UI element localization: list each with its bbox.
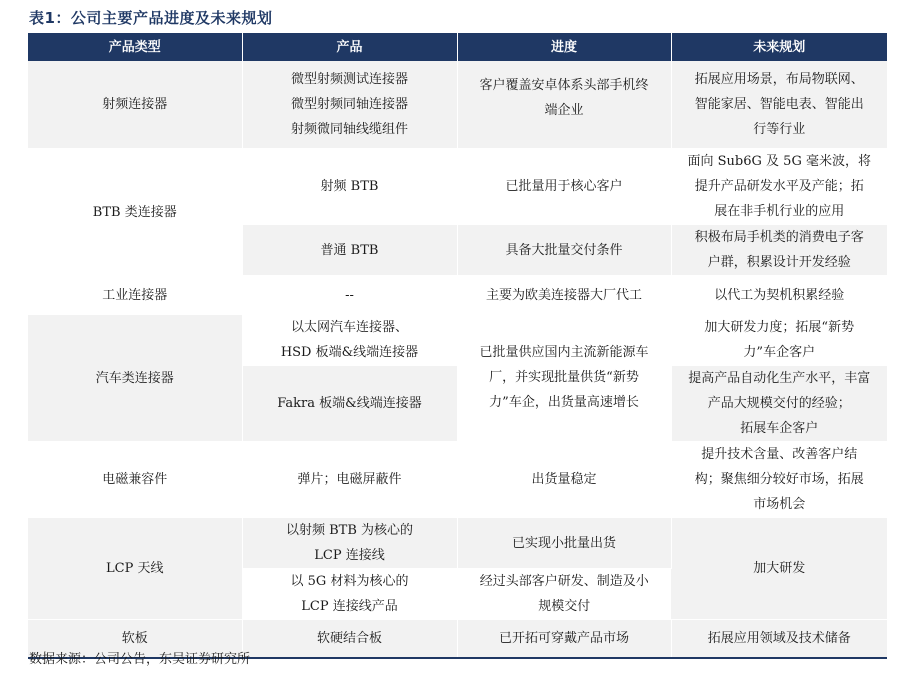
product-progress-table <box>28 33 887 659</box>
plan-line: 加大研发力度；拓展“新势 <box>704 320 855 335</box>
table-row <box>28 149 887 225</box>
plan-line: 力”车企客户 <box>743 345 816 360</box>
cell-progress: 主要为欧美连接器大厂代工 <box>457 276 671 315</box>
header-product: 产品 <box>242 33 457 61</box>
table-row <box>28 442 887 518</box>
product-line: 以射频 BTB 为核心的 <box>285 523 414 538</box>
cell-product: 普通 BTB <box>242 225 457 276</box>
cell-product-type: 汽车类连接器 <box>28 315 242 442</box>
plan-line: 产品大规模交付的经验； <box>707 396 851 411</box>
progress-line: 力”车企，出货量高速增长 <box>489 395 639 410</box>
cell-product-type: LCP 天线 <box>28 518 242 620</box>
cell-plan <box>671 366 887 442</box>
cell-progress <box>457 61 671 149</box>
plan-line: 行等行业 <box>753 122 806 137</box>
plan-line: 提高产品自动化生产水平，丰富 <box>688 371 871 386</box>
plan-line: 提升技术含量、改善客户结 <box>701 447 858 462</box>
cell-product <box>242 61 457 149</box>
cell-progress: 已实现小批量出货 <box>457 518 671 569</box>
cell-product: Fakra 板端&线端连接器 <box>242 366 457 442</box>
cell-progress: 已批量用于核心客户 <box>457 149 671 225</box>
product-line: 射频微同轴线缆组件 <box>290 122 408 137</box>
plan-line: 户群，积累设计开发经验 <box>707 255 851 270</box>
table-title: 表1：公司主要产品进度及未来规划 <box>29 9 273 27</box>
cell-product <box>242 569 457 620</box>
cell-plan <box>671 61 887 149</box>
cell-product-type: BTB 类连接器 <box>28 149 242 276</box>
cell-plan <box>671 149 887 225</box>
cell-progress <box>457 315 671 442</box>
cell-plan: 拓展应用领域及技术储备 <box>671 620 887 659</box>
product-line: 以太网汽车连接器、 <box>290 320 408 335</box>
progress-line: 经过头部客户研发、制造及小 <box>479 574 649 589</box>
plan-line: 拓展应用场景，布局物联网、 <box>694 72 864 87</box>
progress-line: 端企业 <box>544 103 584 118</box>
product-line: LCP 连接线产品 <box>301 599 398 614</box>
cell-progress: 出货量稳定 <box>457 442 671 518</box>
progress-line: 已批量供应国内主流新能源车 <box>479 345 649 360</box>
product-line: LCP 连接线 <box>314 548 385 563</box>
plan-line: 提升产品研发水平及产能；拓 <box>694 179 864 194</box>
plan-line: 面向 Sub6G 及 5G 毫米波，将 <box>687 154 871 169</box>
cell-product: 软硬结合板 <box>242 620 457 659</box>
plan-line: 智能家居、智能电表、智能出 <box>694 97 864 112</box>
cell-product: 射频 BTB <box>242 149 457 225</box>
progress-line: 规模交付 <box>538 599 591 614</box>
product-line: HSD 板端&线端连接器 <box>280 345 419 360</box>
cell-plan: 以代工为契机积累经验 <box>671 276 887 315</box>
table-row <box>28 518 887 569</box>
cell-progress: 具备大批量交付条件 <box>457 225 671 276</box>
table-row <box>28 276 887 315</box>
cell-progress: 已开拓可穿戴产品市场 <box>457 620 671 659</box>
product-line: 微型射频同轴连接器 <box>290 97 408 112</box>
cell-product-type: 软板 <box>28 620 242 659</box>
cell-product <box>242 315 457 366</box>
progress-line: 客户覆盖安卓体系头部手机终 <box>479 78 649 93</box>
cell-product <box>242 518 457 569</box>
progress-line: 厂，并实现批量供货“新势 <box>489 370 639 385</box>
product-line: 以 5G 材料为核心的 <box>290 574 409 589</box>
plan-line: 展在非手机行业的应用 <box>714 204 845 219</box>
cell-plan <box>671 225 887 276</box>
table-row <box>28 315 887 366</box>
header-row <box>28 33 887 61</box>
table-row <box>28 61 887 149</box>
cell-plan: 加大研发 <box>671 518 887 620</box>
plan-line: 市场机会 <box>753 497 806 512</box>
cell-product: 弹片；电磁屏蔽件 <box>242 442 457 518</box>
plan-line: 积极布局手机类的消费电子客 <box>694 230 864 245</box>
cell-plan <box>671 315 887 366</box>
header-progress: 进度 <box>457 33 671 61</box>
cell-progress <box>457 569 671 620</box>
header-future-plan: 未来规划 <box>671 33 887 61</box>
cell-product-type: 射频连接器 <box>28 61 242 149</box>
cell-product: -- <box>242 276 457 315</box>
cell-product-type: 电磁兼容件 <box>28 442 242 518</box>
cell-product-type: 工业连接器 <box>28 276 242 315</box>
cell-plan <box>671 442 887 518</box>
plan-line: 构；聚焦细分较好市场，拓展 <box>694 472 864 487</box>
product-line: 微型射频测试连接器 <box>290 72 408 87</box>
plan-line: 拓展车企客户 <box>740 421 819 436</box>
header-product-type: 产品类型 <box>28 33 242 61</box>
data-source-note: 数据来源：公司公告，东吴证券研究所 <box>29 652 251 667</box>
